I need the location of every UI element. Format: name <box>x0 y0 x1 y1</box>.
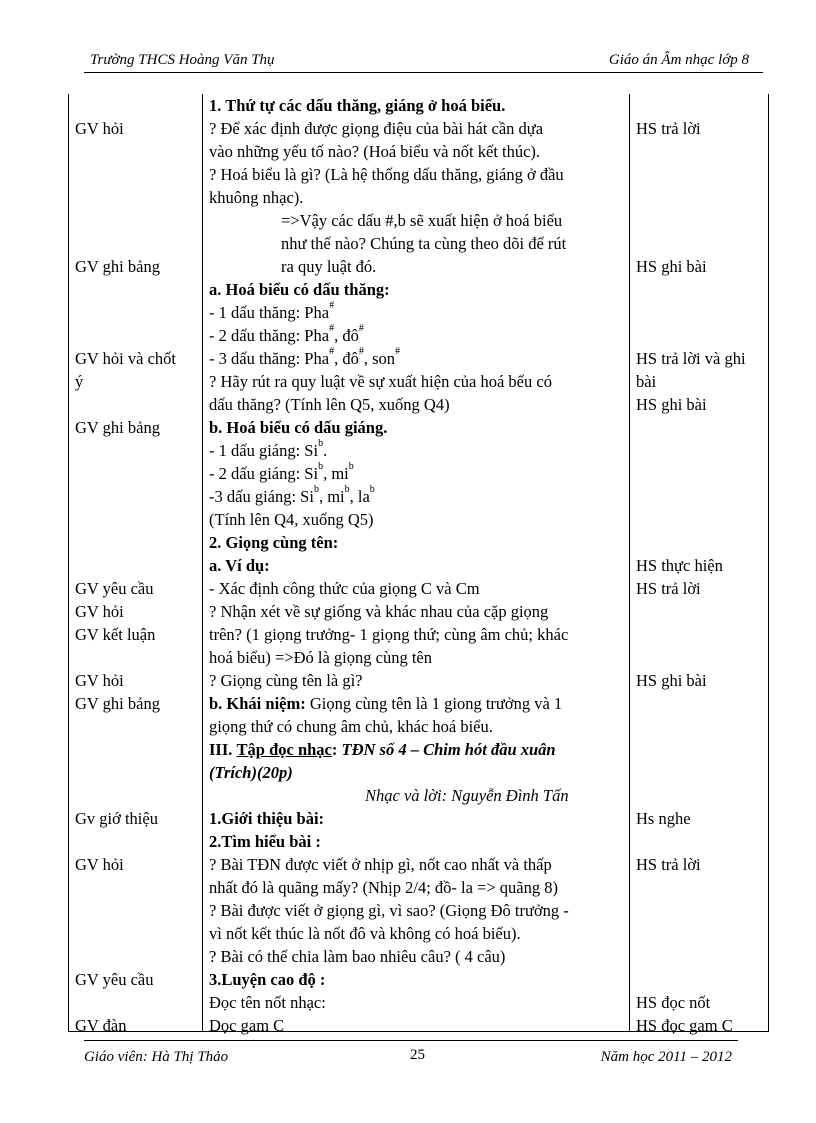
page-number: 25 <box>410 1047 425 1063</box>
lesson-content: , đô <box>334 326 359 345</box>
header-rule <box>84 72 763 73</box>
subsection-heading: b. Hoá biểu có dấu giáng. <box>209 418 388 437</box>
teacher-activity: GV yêu cầu <box>75 970 154 989</box>
table-row <box>69 646 768 669</box>
lesson-content: - 2 dấu thăng: Pha <box>209 326 330 345</box>
table-row <box>69 853 768 876</box>
sharp-sign: # <box>358 323 364 334</box>
table-row <box>69 577 768 600</box>
table-row <box>69 163 768 186</box>
table-row <box>69 324 768 347</box>
table-row <box>69 830 768 853</box>
table-row <box>69 416 768 439</box>
page-footer <box>84 1040 738 1065</box>
lesson-content: khuông nhạc). <box>209 188 304 207</box>
flat-sign: b <box>344 484 350 495</box>
section-heading: : <box>331 740 342 759</box>
lesson-content: vào những yếu tố nào? (Hoá biểu và nốt kết thúc). <box>209 142 541 161</box>
flat-sign: b <box>313 484 319 495</box>
lesson-content: giọng thứ có chung âm chủ, khác hoá biểu. <box>209 717 493 736</box>
student-activity: HS trả lời <box>636 855 701 874</box>
lesson-content: , son <box>363 349 395 368</box>
teacher-activity: GV đàn <box>75 1016 127 1035</box>
lesson-content: -3 dấu giáng: Si <box>209 487 314 506</box>
lesson-content: Đọc tên nốt nhạc: <box>209 993 326 1012</box>
lesson-content: (Tính lên Q4, xuống Q5) <box>209 510 374 529</box>
lesson-content: như thế nào? Chúng ta cùng theo dõi để rút <box>281 234 567 253</box>
table-row <box>69 922 768 945</box>
subsection-heading: b. Khái niệm: <box>209 694 306 713</box>
lesson-content: - 2 dấu giáng: Si <box>209 464 319 483</box>
sharp-sign: # <box>329 346 335 357</box>
teacher-activity: GV hỏi và chốt <box>75 349 176 368</box>
table-row <box>69 991 768 1014</box>
lesson-content: , la <box>349 487 370 506</box>
table-row <box>69 370 768 393</box>
teacher-activity: GV kết luận <box>75 625 156 644</box>
teacher-activity: GV hỏi <box>75 119 124 138</box>
table-row <box>69 807 768 830</box>
table-row <box>69 554 768 577</box>
student-activity: HS thực hiện <box>636 556 723 575</box>
section-heading: Tập đọc nhạc <box>236 740 332 759</box>
teacher-activity: GV ghi bảng <box>75 418 160 437</box>
table-row <box>69 784 768 807</box>
table-row <box>69 508 768 531</box>
flat-sign: b <box>348 461 354 472</box>
table-row <box>69 278 768 301</box>
section-heading: 2. Giọng cùng tên: <box>209 533 339 552</box>
table-row <box>69 209 768 232</box>
lesson-content: hoá biểu) =>Đó là giọng cùng tên <box>209 648 432 667</box>
student-activity: HS ghi bài <box>636 257 707 276</box>
school-name: Trường THCS Hoàng Văn Thụ <box>90 52 275 68</box>
sharp-sign: # <box>329 323 335 334</box>
teacher-activity: GV hỏi <box>75 855 124 874</box>
table-row <box>69 531 768 554</box>
sharp-sign: # <box>394 346 400 357</box>
table-row <box>69 232 768 255</box>
table-row <box>69 715 768 738</box>
subject-name: Giáo án Âm nhạc lớp 8 <box>608 52 749 68</box>
lesson-content: ? Hãy rút ra quy luật về sự xuất hiện của hoá bểu có <box>209 372 552 391</box>
student-activity: HS trả lời và ghi <box>636 349 746 368</box>
lesson-content: - Xác định công thức của giọng C và Cm <box>209 579 480 598</box>
lesson-content: ? Hoá biểu là gì? (Là hệ thống dấu thăng, giáng ở đầu <box>209 165 564 184</box>
flat-sign: b <box>318 438 324 449</box>
subsection-heading: a. Hoá biểu có dấu thăng: <box>209 280 390 299</box>
lesson-content: - 1 dấu giáng: Si <box>209 441 319 460</box>
song-title: (Trích)(20p) <box>209 763 293 782</box>
sharp-sign: # <box>329 300 335 311</box>
student-activity: bài <box>636 372 657 391</box>
teacher-activity: GV yêu cầu <box>75 579 154 598</box>
table-row <box>69 301 768 324</box>
student-activity: HS trả lời <box>636 119 701 138</box>
section-heading: 1. Thứ tự các dấu thăng, giáng ở hoá biểu. <box>209 96 506 115</box>
student-activity: Hs nghe <box>636 809 691 828</box>
lesson-content: ? Bài TĐN được viết ở nhịp gì, nốt cao nhất và thấp <box>209 855 552 874</box>
table-row <box>69 738 768 761</box>
subsection-heading: 1.Giới thiệu bài: <box>209 809 325 828</box>
subsection-heading: 2.Tìm hiểu bài : <box>209 832 321 851</box>
flat-sign: b <box>369 484 375 495</box>
table-row <box>69 761 768 784</box>
lesson-content: ? Giọng cùng tên là gì? <box>209 671 363 690</box>
table-row <box>69 945 768 968</box>
lesson-content: ? Nhận xét về sự giống và khác nhau của cặp giọng <box>209 602 549 621</box>
lesson-content: dấu thăng? (Tính lên Q5, xuống Q4) <box>209 395 450 414</box>
student-activity: HS trả lời <box>636 579 701 598</box>
lesson-content: trên? (1 giọng trưởng- 1 giọng thứ; cùng âm chủ; khác <box>209 625 569 644</box>
teacher-activity: GV ghi bảng <box>75 257 160 276</box>
student-activity: HS ghi bài <box>636 395 707 414</box>
teacher-name: Giáo viên: Hà Thị Thảo <box>84 1049 229 1065</box>
section-number: III. <box>209 740 233 759</box>
table-row <box>69 968 768 991</box>
lesson-content: vì nốt kết thúc là nốt đô và không có hoá biểu). <box>209 924 521 943</box>
lesson-content: - 1 dấu thăng: Pha <box>209 303 330 322</box>
table-row <box>69 899 768 922</box>
table-row <box>69 140 768 163</box>
table-row <box>69 623 768 646</box>
lesson-content: =>Vậy các dấu #,b sẽ xuất hiện ở hoá biểu <box>281 211 563 230</box>
subsection-heading: a. Ví dụ: <box>209 556 270 575</box>
lesson-content: , đô <box>334 349 359 368</box>
table-row <box>69 600 768 623</box>
table-row <box>69 255 768 278</box>
lesson-content: ra quy luật đó. <box>281 257 377 276</box>
song-title: TĐN số 4 – Chim hót đầu xuân <box>341 740 556 759</box>
teacher-activity: ý <box>75 372 84 391</box>
lesson-content: Dọc gam C <box>209 1016 285 1035</box>
flat-sign: b <box>318 461 324 472</box>
student-activity: HS ghi bài <box>636 671 707 690</box>
lesson-content: ? Bài có thể chia làm bao nhiêu câu? ( 4 câu) <box>209 947 506 966</box>
lesson-content: . <box>323 441 328 460</box>
school-year: Năm học 2011 – 2012 <box>600 1049 732 1065</box>
table-row <box>69 1014 768 1037</box>
lesson-content: - 3 dấu thăng: Pha <box>209 349 330 368</box>
student-activity: HS đọc gam C <box>636 1016 733 1035</box>
table-row <box>69 485 768 508</box>
teacher-activity: GV hỏi <box>75 671 124 690</box>
sharp-sign: # <box>358 346 364 357</box>
table-row <box>69 347 768 370</box>
table-row <box>69 876 768 899</box>
table-row <box>69 669 768 692</box>
table-row <box>69 186 768 209</box>
lesson-table <box>68 94 769 1035</box>
teacher-activity: GV ghi bảng <box>75 694 160 713</box>
lesson-content: , mi <box>318 487 345 506</box>
table-row <box>69 462 768 485</box>
table-row <box>69 439 768 462</box>
lesson-content: ? Bài được viết ở giọng gì, vì sao? (Giọng Đô trưởng - <box>209 901 569 920</box>
teacher-activity: Gv giớ thiệu <box>75 809 158 828</box>
teacher-activity: GV hỏi <box>75 602 124 621</box>
subsection-heading: 3.Luyện cao độ : <box>209 970 326 989</box>
table-row <box>69 94 768 117</box>
lesson-content: ? Để xác định được giọng điệu của bài hát cần dựa <box>209 119 544 138</box>
table-row <box>69 393 768 416</box>
lesson-content: nhất đó là quãng mấy? (Nhịp 2/4; đồ- la => quãng 8) <box>209 878 558 897</box>
table-row <box>69 117 768 140</box>
student-activity: HS đọc nốt <box>636 993 711 1012</box>
table-row <box>69 692 768 715</box>
composer-credit: Nhạc và lời: Nguyễn Đình Tấn <box>365 786 569 805</box>
lesson-content: Giọng cùng tên là 1 giong trưởng và 1 <box>305 694 563 713</box>
lesson-content: , mi <box>323 464 349 483</box>
